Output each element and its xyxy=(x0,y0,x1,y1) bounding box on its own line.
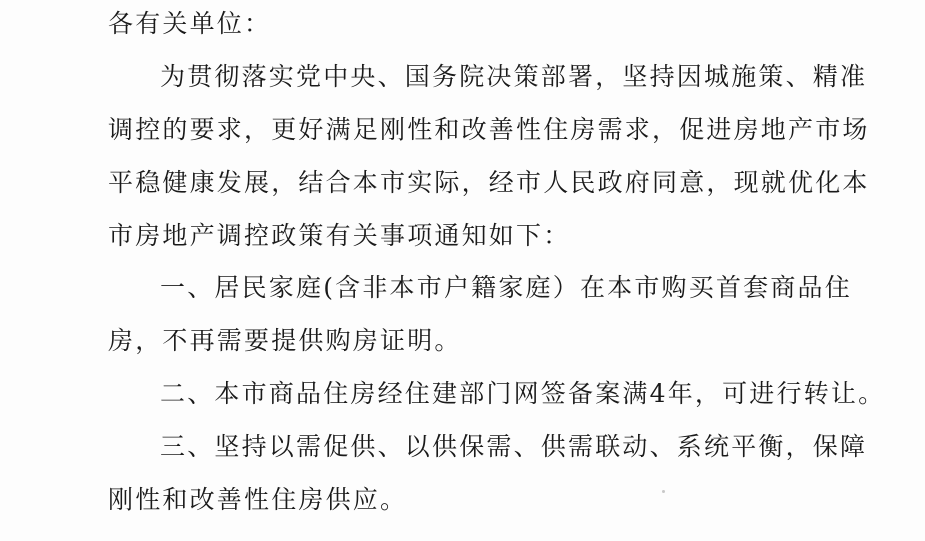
salutation: 各有关单位： xyxy=(108,9,272,38)
item-1-line-1: 一、居民家庭(含非本市户籍家庭）在本市购买首套商品住 xyxy=(160,273,852,302)
intro-line-2: 调控的要求，更好满足刚性和改善性住房需求，促进房地产市场 xyxy=(108,115,870,144)
intro-line-4: 市房地产调控政策有关事项通知如下： xyxy=(108,221,571,250)
item-3-line-1: 三、坚持以需促供、以供保需、供需联动、系统平衡，保障 xyxy=(160,432,868,461)
item-1-line-2: 房，不再需要提供购房证明。 xyxy=(108,326,462,355)
item-2-line-1: 二、本市商品住房经住建部门网签备案满4年，可进行转让。 xyxy=(160,379,886,408)
intro-line-1: 为贯彻落实党中央、国务院决策部署，坚持因城施策、精准 xyxy=(160,62,868,91)
intro-line-3: 平稳健康发展，结合本市实际，经市人民政府同意，现就优化本 xyxy=(108,168,870,197)
scan-speck xyxy=(662,490,665,493)
item-3-line-2: 刚性和改善性住房供应。 xyxy=(108,485,408,514)
